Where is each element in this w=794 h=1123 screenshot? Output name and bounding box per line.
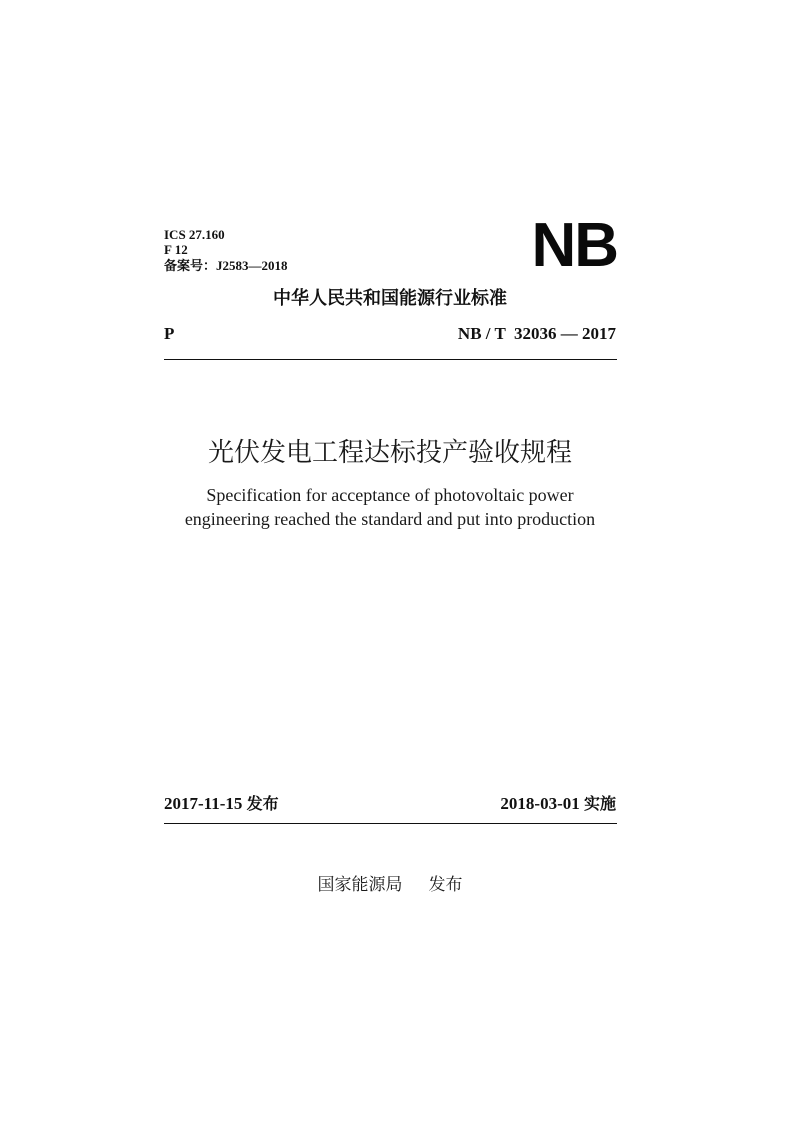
implement-date: 2018-03-01 bbox=[500, 794, 580, 813]
classification-code: F 12 bbox=[164, 242, 188, 257]
bottom-divider bbox=[164, 823, 617, 824]
standard-id-row bbox=[164, 322, 616, 346]
document-title-english-line2: engineering reached the standard and put into production bbox=[184, 509, 596, 529]
nb-logo: NB bbox=[531, 211, 617, 280]
record-number: 备案号：J2583—2018 bbox=[164, 258, 288, 273]
standard-body-title: 中华人民共和国能源行业标准 bbox=[273, 288, 507, 309]
issuer-name: 国家能源局 bbox=[317, 875, 403, 895]
dates-row bbox=[164, 792, 616, 816]
issue-label: 发布 bbox=[246, 794, 279, 813]
issuer-line bbox=[164, 873, 616, 897]
ics-code: ICS 27.160 bbox=[164, 227, 225, 242]
issue-date-group bbox=[164, 792, 279, 816]
issuer-action: 发布 bbox=[428, 875, 463, 895]
document-title-chinese: 光伏发电工程达标投产验收规程 bbox=[207, 438, 572, 468]
standard-number: NB / T 32036 — 2017 bbox=[457, 324, 616, 343]
category-code: P bbox=[164, 324, 175, 343]
implement-label: 实施 bbox=[583, 794, 616, 813]
document-title-english-line1: Specification for acceptance of photovoltaic power bbox=[206, 485, 574, 505]
issue-date: 2017-11-15 bbox=[164, 794, 243, 813]
top-divider bbox=[164, 359, 617, 360]
implement-date-group bbox=[500, 792, 616, 816]
